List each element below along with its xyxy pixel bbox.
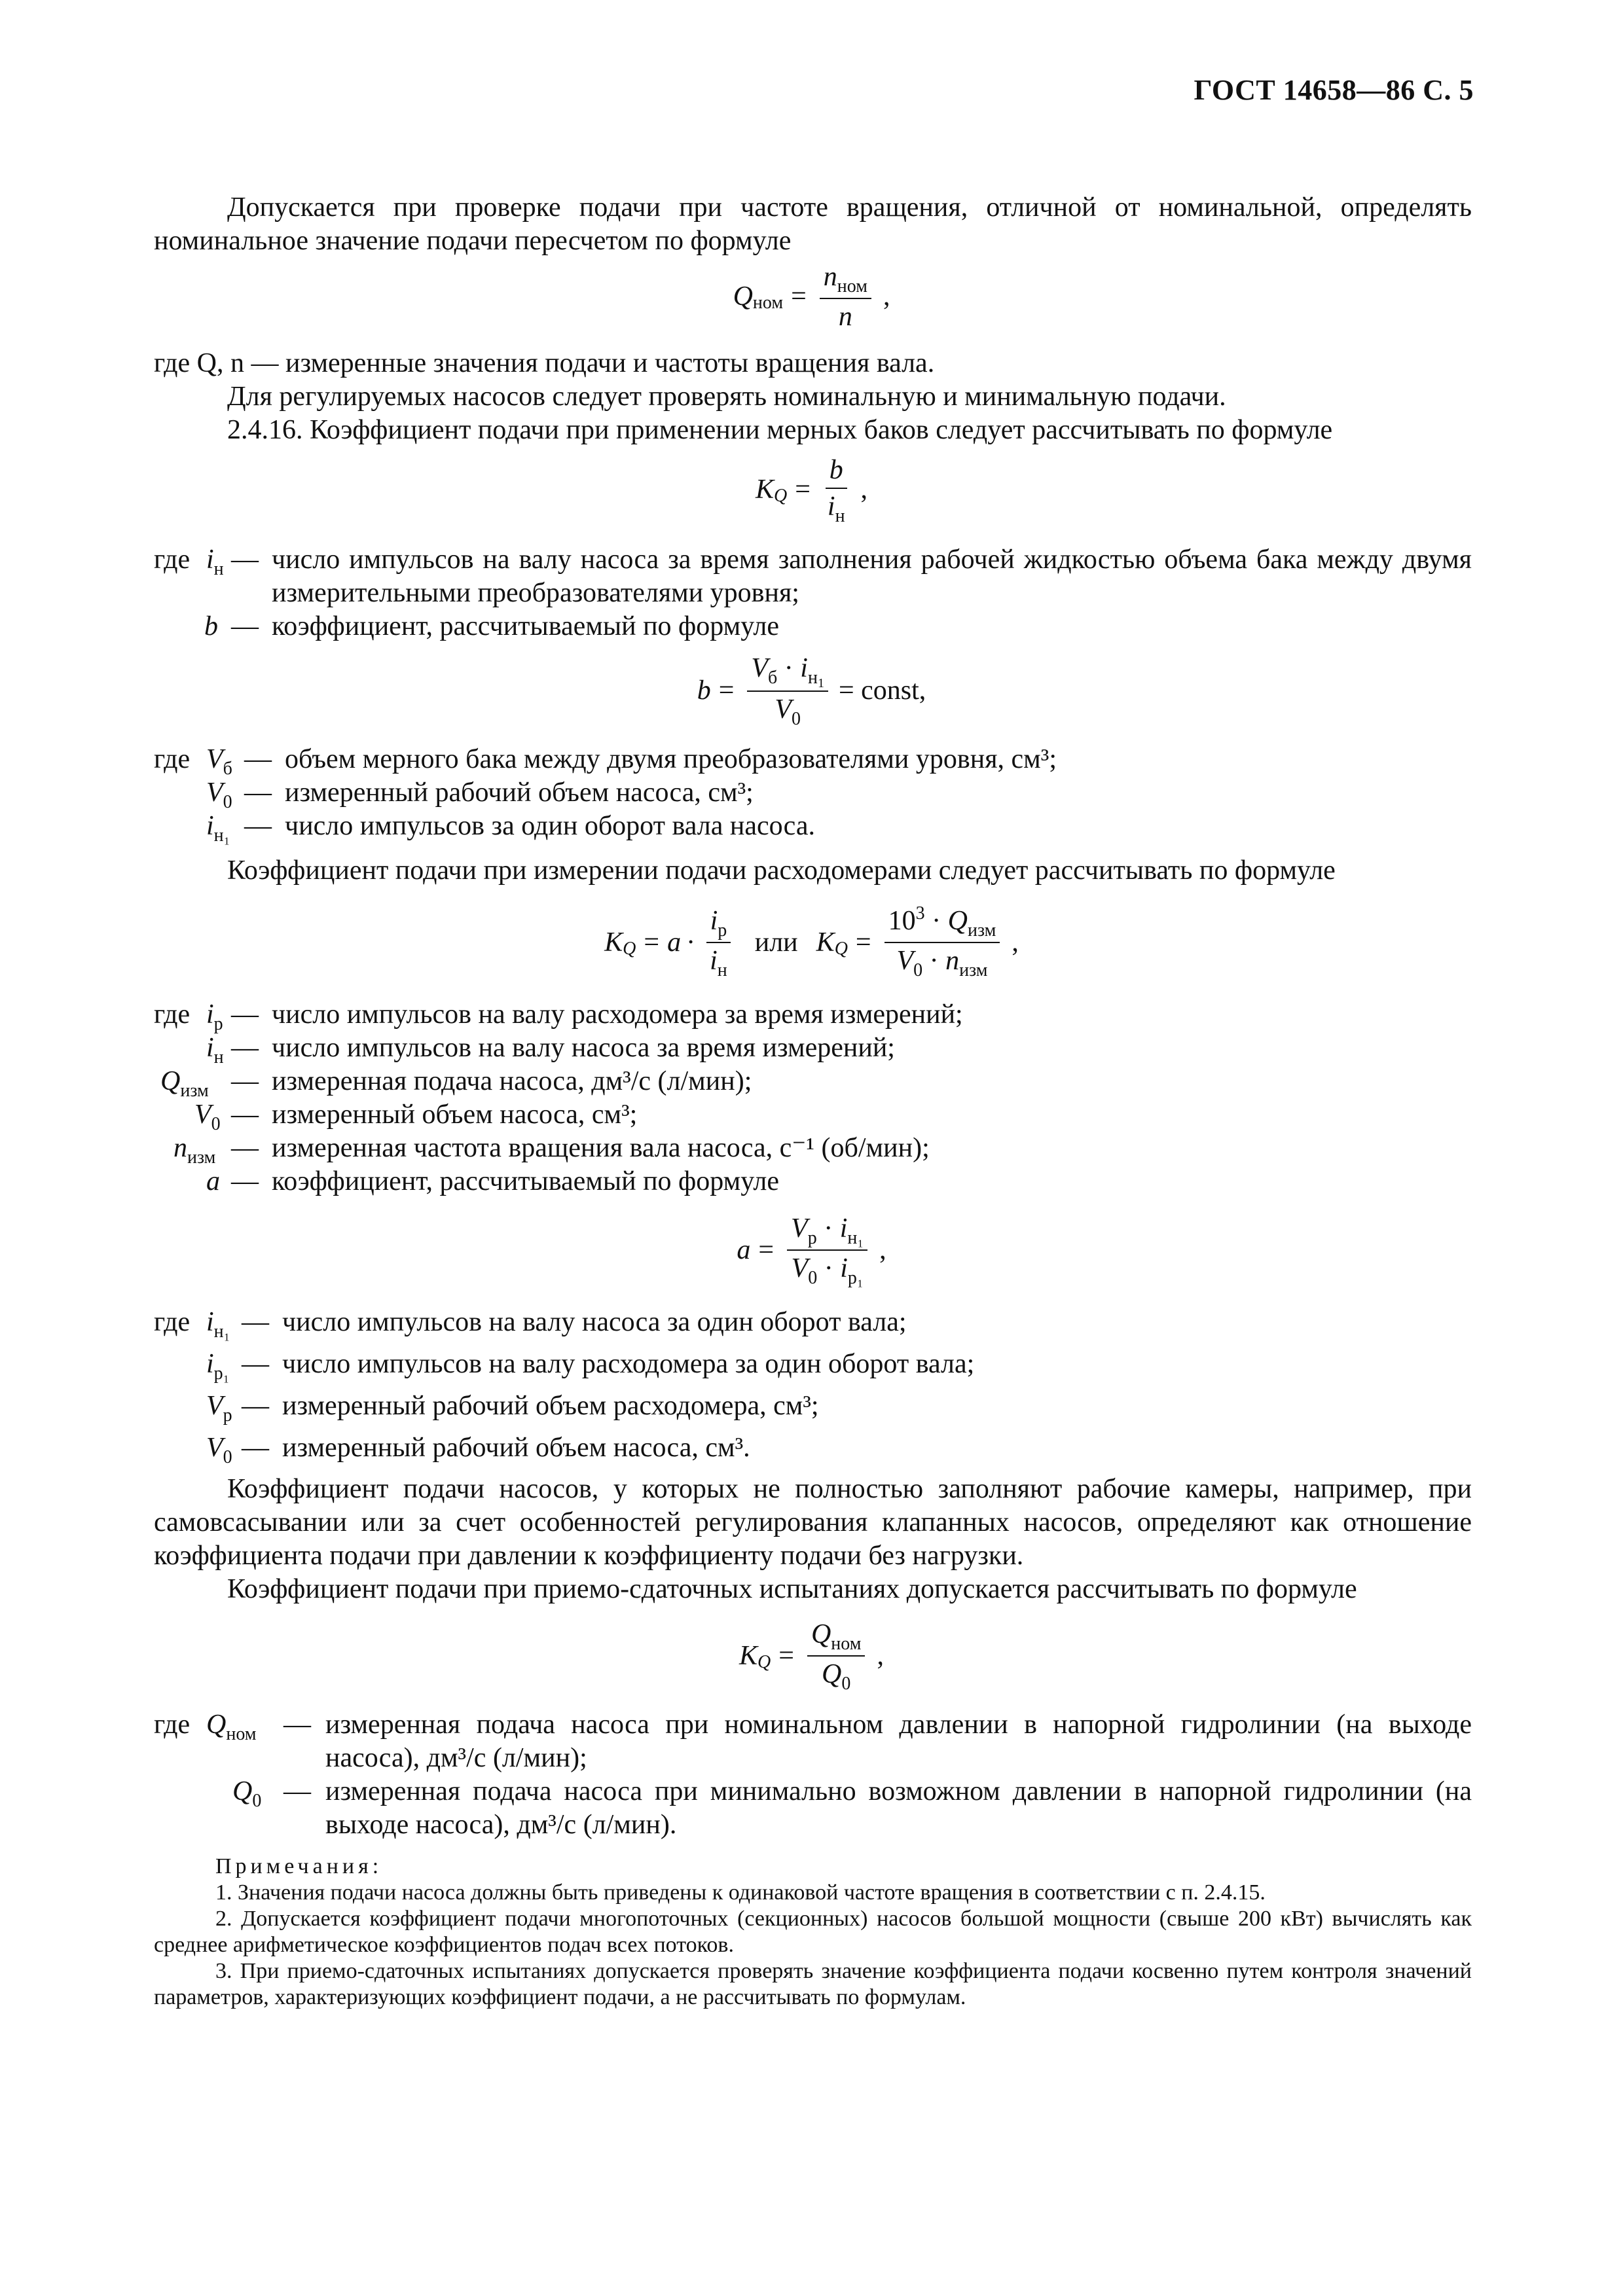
symbol-letter: b — [204, 611, 218, 641]
definition-dash: — — [231, 1033, 259, 1063]
formula-kq-flowmeter — [0, 897, 1623, 988]
numerator-subsubscript: 1 — [817, 676, 824, 691]
definition-item — [154, 610, 1472, 643]
numerator-symbol: Q — [947, 906, 968, 936]
symbol-letter: Q — [232, 1776, 253, 1806]
coefficient-a: a — [667, 927, 682, 958]
paragraph-acceptance: Коэффициент подачи при приемо-сдаточных испытаниях допускается рассчитывать по формуле — [227, 1574, 1357, 1604]
symbol-letter: i — [206, 1307, 214, 1337]
definition-dash: — — [242, 1307, 269, 1337]
symbol-subscript: изм — [180, 1081, 209, 1101]
definition-item — [154, 1708, 1472, 1775]
symbol-letter: V — [206, 1433, 223, 1463]
numerator-symbol: b — [829, 454, 843, 485]
definition-item — [154, 1165, 1472, 1198]
formula-b-const — [0, 648, 1623, 733]
or-word: или — [754, 927, 798, 958]
definition-prefix: где — [154, 1307, 191, 1337]
definition-item — [154, 1065, 1472, 1101]
formula-tail: , — [1012, 927, 1019, 958]
symbol-subscript: 0 — [223, 1447, 232, 1467]
numerator-subscript: ном — [837, 276, 867, 296]
definition-dash: — — [242, 1391, 269, 1421]
symbol-letter: V — [194, 1100, 211, 1130]
definition-dash: — — [231, 1100, 259, 1130]
symbol-subscript: 0 — [252, 1791, 262, 1811]
definition-dash: — — [244, 811, 272, 841]
denominator-symbol: n — [838, 301, 852, 332]
formula-subscript: Q — [623, 939, 636, 959]
formula-subscript: Q — [773, 486, 788, 506]
definition-list-volume — [154, 743, 1472, 848]
definition-prefix: где — [154, 999, 191, 1030]
paragraph-flowmeter: Коэффициент подачи при измерении подачи расходомерами следует рассчитывать по формуле — [227, 855, 1336, 886]
numerator-subscript: р — [807, 1228, 817, 1248]
definition-item — [154, 1348, 1472, 1387]
numerator-subscript-2: н₁ — [847, 1228, 864, 1248]
definition-text: число импульсов на валу насоса за время заполнения рабочей жидкостью объема бака между двумя измерительными преобразователями уровня; — [272, 545, 1472, 608]
formula-symbol: a — [737, 1235, 751, 1265]
definition-text: коэффициент, рассчитываемый по формуле — [272, 611, 779, 641]
definition-item — [154, 1431, 1472, 1471]
formula-q-nom — [0, 260, 1623, 332]
definition-text: коэффициент, рассчитываемый по формуле — [272, 1166, 779, 1196]
denominator-symbol: V — [775, 694, 792, 725]
denominator-symbol: Q — [822, 1659, 842, 1689]
note-1: 1. Значения подачи насоса должны быть приведены к одинаковой частоте вращения в соответствии с п. 2.4.15. — [215, 1880, 1266, 1905]
denominator-symbol: i — [827, 491, 835, 522]
symbol-subscript: н — [213, 559, 224, 579]
definition-item — [154, 1390, 1472, 1429]
definition-text: измеренный рабочий объем насоса, см³; — [285, 778, 754, 808]
numerator-subscript-2: н — [807, 668, 818, 688]
symbol-subscript: ном — [226, 1724, 257, 1744]
formula-symbol: K — [739, 1641, 758, 1671]
formula-symbol-2: K — [816, 927, 835, 958]
symbol-letter: i — [206, 1033, 214, 1063]
formula-subscript: Q — [757, 1652, 771, 1672]
definition-item — [154, 743, 1472, 779]
symbol-letter: n — [173, 1133, 187, 1163]
notes-title: Примечания: — [215, 1854, 383, 1878]
formula-kq-acceptance — [0, 1613, 1623, 1698]
symbol-letter: i — [206, 1349, 214, 1379]
paragraph-partial-fill: Коэффициент подачи насосов, у которых не полностью заполняют рабочие камеры, например, при самовсасывании или за счет особенностей регулирования клапанных насосов, определяют как отношение коэффициента подачи при давлении к коэффициенту подачи без нагрузки. — [154, 1474, 1472, 1571]
formula-symbol: K — [604, 927, 623, 958]
definition-text: измеренный объем насоса, см³; — [272, 1100, 638, 1130]
definition-item — [154, 810, 1472, 846]
formula-symbol: Q — [733, 281, 753, 312]
definition-text: число импульсов за один оборот вала насоса. — [285, 811, 815, 841]
symbol-letter: i — [206, 811, 214, 841]
definition-prefix: где — [154, 744, 191, 774]
symbol-subscript: б — [223, 759, 232, 779]
formula-tail: , — [883, 281, 890, 312]
denominator-subscript: н — [835, 505, 845, 526]
definition-list-per-revolution — [154, 1306, 1472, 1476]
definition-symbol — [194, 1098, 234, 1134]
definition-symbol — [160, 1065, 226, 1101]
formula-kq-tank — [0, 450, 1623, 529]
definition-text: объем мерного бака между двумя преобразователями уровня, см³; — [285, 744, 1057, 774]
definition-text: измеренная частота вращения вала насоса, с⁻¹ (об/мин); — [272, 1133, 930, 1163]
equals-sign: = — [778, 1641, 794, 1671]
fraction — [820, 262, 871, 332]
definition-item — [154, 543, 1472, 610]
definition-dash: — — [231, 999, 259, 1030]
symbol-subscript: изм — [187, 1147, 216, 1168]
numerator-symbol: V — [751, 653, 769, 683]
fraction-2: $\frac{10^3 \cdot Q_{изм}}{V_0 \cdot n_{изм}}$ — [884, 906, 1000, 979]
definition-prefix: где — [154, 1710, 191, 1740]
equals-sign: = — [795, 475, 811, 505]
symbol-letter: i — [206, 545, 214, 575]
formula-symbol: b — [697, 675, 711, 706]
symbol-subscript: 0 — [223, 792, 232, 812]
symbol-subscript: р — [223, 1405, 232, 1426]
definition-dash: — — [231, 611, 259, 641]
multiply-dot: · — [686, 927, 696, 958]
paragraph-2-4-16: 2.4.16. Коэффициент подачи при применении мерных баков следует рассчитывать по формуле — [227, 415, 1333, 445]
definition-text: число импульсов на валу насоса за время измерений; — [272, 1033, 895, 1063]
symbol-letter: Q — [160, 1066, 181, 1096]
definition-dash: — — [231, 545, 259, 575]
definition-dash: — — [283, 1776, 311, 1806]
definition-text: измеренная подача насоса, дм³/с (л/мин); — [272, 1066, 752, 1096]
denominator-symbol: i — [710, 946, 718, 976]
denominator-symbol: V — [791, 1253, 809, 1283]
numerator-exponent: 3 — [915, 903, 925, 924]
definition-dash: — — [244, 744, 272, 774]
symbol-letter: V — [206, 1391, 223, 1421]
notes-section — [154, 1854, 1472, 2011]
equals-sign-2: = — [855, 927, 871, 958]
symbol-letter: V — [206, 778, 223, 808]
definition-dash: — — [231, 1133, 259, 1163]
denominator-subscript: 0 — [808, 1268, 818, 1288]
definition-symbol — [206, 1708, 278, 1744]
definition-text: число импульсов на валу насоса за один оборот вала; — [282, 1307, 907, 1337]
equals-sign: = — [758, 1235, 775, 1265]
denominator-symbol: V — [896, 946, 914, 976]
definition-text: число импульсов на валу расходомера за один оборот вала; — [282, 1349, 975, 1379]
fraction-1 — [706, 906, 731, 979]
definition-text: число импульсов на валу расходомера за время измерений; — [272, 999, 963, 1030]
definition-dash: — — [242, 1433, 269, 1463]
numerator-subscript: изм — [967, 920, 996, 941]
definition-item — [154, 1775, 1472, 1842]
denominator-symbol-2: n — [945, 946, 960, 976]
equals-sign: = — [791, 281, 807, 312]
symbol-letter: i — [206, 999, 214, 1030]
symbol-subscript: р — [213, 1014, 223, 1034]
definition-text: измеренный рабочий объем насоса, см³. — [282, 1433, 750, 1463]
symbol-subscript: 0 — [211, 1114, 221, 1134]
denominator-subscript: 0 — [841, 1674, 851, 1694]
definition-text: измеренная подача насоса при номинальном давлении в напорной гидролинии (на выходе насоса), дм³/с (л/мин); — [325, 1710, 1472, 1773]
symbol-subscript: н — [213, 1047, 224, 1067]
definition-item — [154, 1098, 1472, 1132]
paragraph-intro: Допускается при проверке подачи при частоте вращения, отличной от номинальной, определять номинальное значение подачи пересчетом по формуле — [154, 192, 1472, 256]
definition-dash: — — [283, 1710, 311, 1740]
definition-list-acceptance — [154, 1708, 1472, 1846]
definition-dash: — — [242, 1349, 269, 1379]
symbol-subscript: н₁ — [213, 1321, 230, 1342]
definition-item — [154, 1132, 1472, 1168]
denominator-symbol-2: i — [840, 1253, 848, 1283]
numerator-symbol: n — [823, 261, 837, 292]
numerator-subscript: р — [718, 920, 727, 941]
denominator-subscript-2: р₁ — [847, 1268, 864, 1288]
denominator-subscript: 0 — [913, 960, 923, 980]
definition-symbol — [173, 1132, 232, 1168]
note-2: 2. Допускается коэффициент подачи многопоточных (секционных) насосов большой мощности (свыше 200 кВт) вычислять как среднее арифметическое коэффициентов подач всех потоков. — [154, 1907, 1472, 1957]
definition-dash: — — [244, 778, 272, 808]
paragraph-regulated-pumps: Для регулируемых насосов следует проверять номинальную и минимальную подачи. — [227, 382, 1226, 412]
formula-symbol: K — [755, 475, 774, 505]
formula-tail: = const, — [838, 675, 926, 706]
equals-sign: = — [718, 675, 735, 706]
definition-dash: — — [231, 1166, 259, 1196]
definition-list-flowmeter — [154, 998, 1472, 1201]
definition-symbol — [232, 1775, 278, 1811]
definition-symbol — [154, 610, 218, 643]
symbol-letter: V — [206, 744, 223, 774]
page-header: ГОСТ 14658—86 С. 5 — [1194, 74, 1474, 106]
denominator-subscript: н — [717, 960, 727, 980]
formula-tail: , — [879, 1235, 886, 1265]
definition-item — [154, 1031, 1472, 1065]
symbol-subscript: р₁ — [213, 1363, 230, 1384]
formula-tail: , — [877, 1641, 884, 1671]
fraction: $\frac{V_б \cdot i_{н1}}{V_0}$ — [747, 653, 828, 728]
numerator-subscript: ном — [831, 1634, 862, 1654]
definition-item — [154, 1306, 1472, 1345]
numerator-symbol-2: i — [800, 653, 808, 683]
definition-item — [154, 776, 1472, 810]
fraction — [824, 455, 849, 525]
fraction — [807, 1619, 866, 1693]
denominator-subscript: 0 — [792, 709, 801, 729]
formula-subscript: ном — [752, 293, 784, 313]
definition-text: измеренный рабочий объем расходомера, см³; — [282, 1391, 819, 1421]
definition-item — [154, 998, 1472, 1034]
numerator-subscript: б — [768, 668, 778, 688]
definition-symbol — [206, 1165, 226, 1198]
definition-dash: — — [231, 1066, 259, 1096]
numerator-number: 10 — [888, 906, 916, 936]
numerator-symbol: V — [791, 1213, 808, 1244]
numerator-symbol-2: i — [839, 1213, 848, 1244]
denominator-subscript-2: изм — [959, 960, 988, 980]
definition-text: измеренная подача насоса при минимально возможном давлении в напорной гидролинии (на выходе насоса), дм³/с (л/мин). — [325, 1776, 1472, 1840]
definition-prefix: где — [154, 545, 191, 575]
note-3: 3. При приемо-сдаточных испытаниях допускается проверять значение коэффициента подачи косвенно путем контроля значений параметров, характеризующих коэффициент подачи, а не рассчитывать по формулам. — [154, 1959, 1472, 2009]
paragraph-where-q-n: где Q, n — измеренные значения подачи и частоты вращения вала. — [154, 348, 935, 378]
equals-sign: = — [644, 927, 660, 958]
definition-list-tank — [154, 543, 1472, 648]
symbol-letter: Q — [206, 1710, 227, 1740]
symbol-letter: a — [206, 1166, 220, 1196]
formula-subscript-2: Q — [834, 939, 848, 959]
numerator-symbol: i — [710, 906, 718, 936]
formula-a — [0, 1204, 1623, 1296]
fraction: $\frac{V_р \cdot i_{н_1}}{V_0 \cdot i_{р_1}}$ — [787, 1213, 867, 1287]
symbol-subscript: н₁ — [213, 825, 230, 846]
numerator-symbol: Q — [811, 1619, 831, 1649]
formula-tail: , — [860, 475, 868, 505]
